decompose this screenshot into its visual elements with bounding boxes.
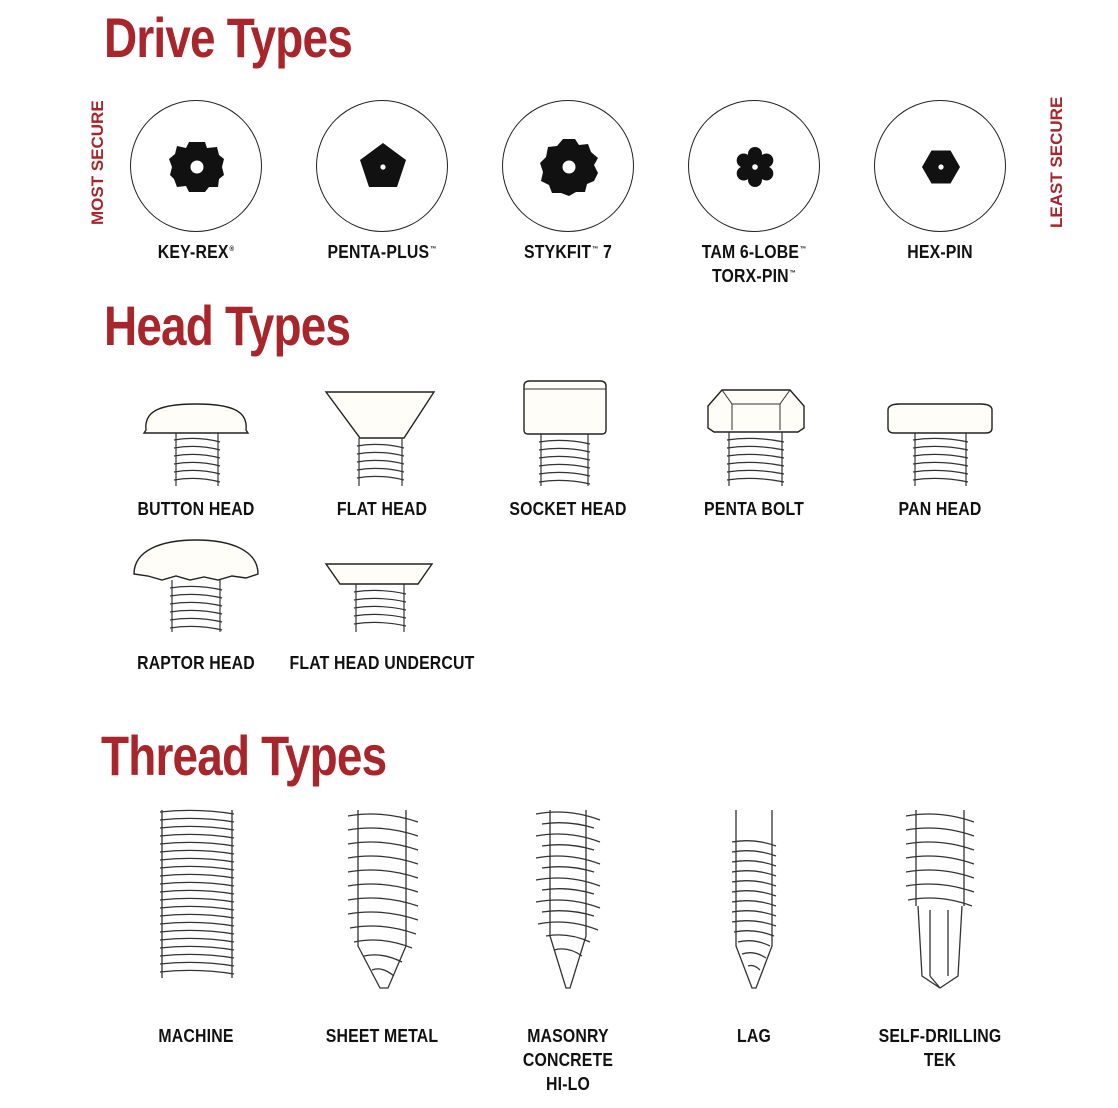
head-label-socket-head: SOCKET HEAD: [509, 499, 627, 519]
pan-head-icon: [880, 396, 1000, 490]
machine-thread-icon: [156, 806, 238, 982]
head-label-flat-head: FLAT HEAD: [336, 499, 428, 519]
socket-head-icon: [508, 378, 628, 490]
self-drilling-thread-icon: [900, 806, 980, 992]
flat-head-icon: [322, 388, 442, 490]
drive-label-key-rex: KEY-REX®: [157, 242, 235, 262]
least-secure-label: LEAST SECURE: [1047, 96, 1066, 228]
head-label-button-head: BUTTON HEAD: [137, 499, 255, 519]
drive-label-hex-pin: HEX-PIN: [907, 242, 973, 262]
pentagon-drive-icon: [316, 100, 448, 232]
stykfit-drive-icon: [502, 100, 634, 232]
hex-drive-icon: [874, 100, 1006, 232]
sheet-metal-thread-icon: [342, 806, 426, 992]
masonry-thread-icon: [528, 806, 608, 992]
thread-label-lag: LAG: [737, 1026, 771, 1046]
thread-label-sheet-metal: SHEET METAL: [325, 1026, 439, 1046]
drive-label-tam-6-lobe: TAM 6-LOBE™ TORX-PIN™: [701, 242, 807, 286]
head-label-flat-head-undercut: FLAT HEAD UNDERCUT: [289, 653, 475, 673]
head-label-raptor-head: RAPTOR HEAD: [137, 653, 255, 673]
thread-label-machine: MACHINE: [158, 1026, 234, 1046]
button-head-icon: [136, 396, 256, 490]
most-secure-label: MOST SECURE: [88, 100, 107, 225]
drive-label-penta-plus: PENTA-PLUS™: [327, 242, 437, 262]
head-types-title: Head Types: [104, 294, 351, 357]
head-label-penta-bolt: PENTA BOLT: [703, 499, 805, 519]
six-lobe-drive-icon: [688, 100, 820, 232]
raptor-head-icon: [128, 536, 264, 636]
drive-types-title: Drive Types: [104, 6, 352, 69]
drive-label-stykfit: STYKFIT™ 7: [523, 242, 613, 262]
lag-thread-icon: [726, 806, 782, 992]
thread-label-masonry: MASONRY CONCRETE HI-LO: [522, 1026, 614, 1094]
flat-head-undercut-icon: [322, 558, 442, 636]
thread-label-self-drilling: SELF-DRILLING TEK: [878, 1026, 1002, 1070]
head-label-pan-head: PAN HEAD: [898, 499, 982, 519]
thread-types-title: Thread Types: [101, 724, 387, 787]
key-rex-drive-icon: [130, 100, 262, 232]
penta-bolt-icon: [694, 384, 814, 490]
